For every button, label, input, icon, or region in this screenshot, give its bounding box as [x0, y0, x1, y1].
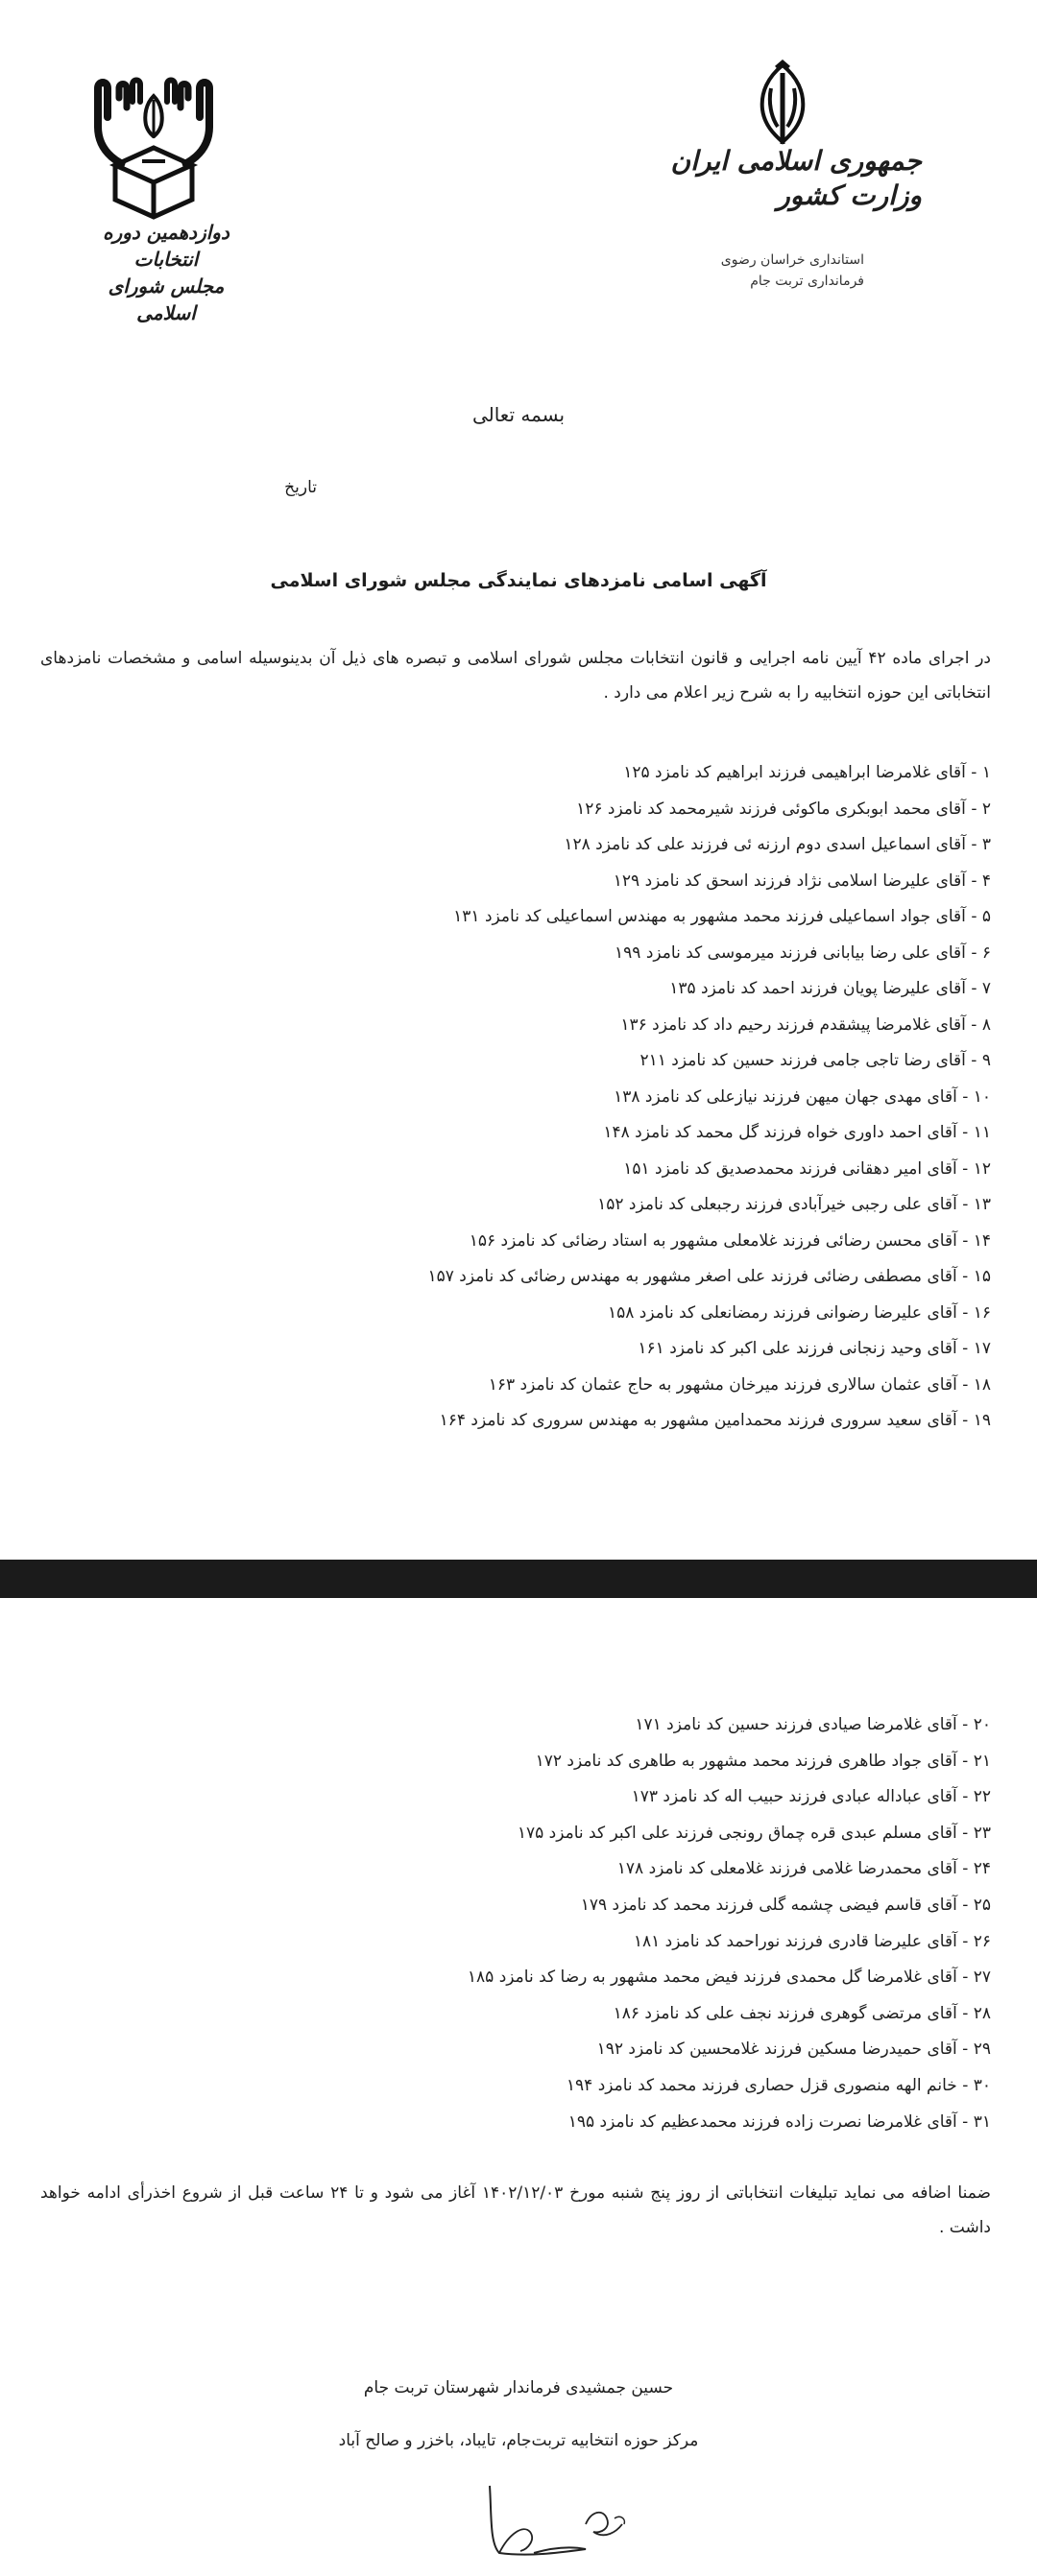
election-caption-line2: مجلس شورای اسلامی — [108, 274, 225, 324]
candidate-entry: ۱۳ - آقای علی رجبی خیرآبادی فرزند رجبعلی کد نامزد ۱۵۲ — [597, 1195, 991, 1214]
candidate-entry: ۹ - آقای رضا تاجی جامی فرزند حسین کد نامزد ۲۱۱ — [639, 1051, 991, 1070]
candidate-entry: ۲۶ - آقای علیرضا قادری فرزند نوراحمد کد نامزد ۱۸۱ — [633, 1931, 991, 1951]
county-office: فرمانداری تربت جام — [750, 274, 864, 289]
candidate-entry: ۲۸ - آقای مرتضی گوهری فرزند نجف علی کد نامزد ۱۸۶ — [613, 2003, 991, 2023]
candidate-list-1 — [127, 755, 991, 1440]
candidate-entry: ۱۸ - آقای عثمان سالاری فرزند میرخان مشهور به حاج عثمان کد نامزد ۱۶۳ — [488, 1374, 991, 1395]
candidate-entry: ۲۱ - آقای جواد طاهری فرزند محمد مشهور به طاهری کد نامزد ۱۷۲ — [535, 1751, 991, 1771]
iran-emblem-icon — [739, 60, 826, 151]
province-office: استانداری خراسان رضوی — [720, 252, 864, 268]
candidate-entry: ۴ - آقای علیرضا اسلامی نژاد فرزند اسحق کد نامزد ۱۲۹ — [613, 871, 991, 891]
candidate-entry: ۲۹ - آقای حمیدرضا مسکین فرزند غلامحسین کد نامزد ۱۹۲ — [596, 2039, 991, 2060]
page-separator — [0, 1560, 1037, 1598]
candidate-entry: ۱۹ - آقای سعید سروری فرزند محمدامین مشهور به مهندس سروری کد نامزد ۱۶۴ — [439, 1411, 991, 1430]
election-logo-icon — [86, 69, 221, 223]
candidate-entry: ۱۰ - آقای مهدی جهان میهن فرزند نیازعلی کد نامزد ۱۳۸ — [614, 1086, 991, 1107]
candidate-entry: ۸ - آقای غلامرضا پیشقدم فرزند رحیم داد کد نامزد ۱۳۶ — [620, 1014, 991, 1035]
gov-title-line1: جمهوری اسلامی ایران — [670, 145, 922, 177]
candidate-list-2 — [127, 1707, 991, 2140]
candidate-entry: ۱۶ - آقای علیرضا رضوانی فرزند رمضانعلی کد نامزد ۱۵۸ — [607, 1302, 991, 1323]
government-title — [671, 144, 922, 213]
candidate-entry: ۲۳ - آقای مسلم عبدی قره چماق رونجی فرزند علی اکبر کد نامزد ۱۷۵ — [517, 1823, 991, 1843]
candidate-entry: ۱ - آقای غلامرضا ابراهیمی فرزند ابراهیم کد نامزد ۱۲۵ — [623, 763, 991, 782]
signatory-name: حسین جمشیدی فرماندار شهرستان تربت جام — [363, 2378, 674, 2397]
bismillah-heading: بسمه تعالی — [471, 403, 566, 426]
candidate-entry: ۱۲ - آقای امیر دهقانی فرزند محمدصدیق کد نامزد ۱۵۱ — [623, 1158, 991, 1179]
election-caption-line1: دوازدهمین دوره انتخابات — [103, 221, 229, 271]
candidate-entry: ۲۲ - آقای عباداله عبادی فرزند حبیب اله کد نامزد ۱۷۳ — [631, 1787, 991, 1807]
date-label: تاریخ — [284, 478, 317, 497]
candidate-entry: ۳ - آقای اسماعیل اسدی دوم ارزنه ئی فرزند علی کد نامزد ۱۲۸ — [564, 835, 991, 854]
candidate-entry: ۳۰ - خانم الهه منصوری قزل حصاری فرزند محمد کد نامزد ۱۹۴ — [566, 2075, 991, 2095]
intro-paragraph: در اجرای ماده ۴۲ آیین نامه اجرایی و قانون انتخابات مجلس شورای اسلامی و تبصره های ذیل آن بدینوسیله اسامی و مشخصات نامزدهای انتخاباتی این حوزه انتخابیه را به شرح زیر اعلام می دارد . — [40, 649, 991, 703]
campaign-note: ضمنا اضافه می نماید تبلیغات انتخاباتی از روز پنج شنبه مورخ ۱۴۰۲/۱۲/۰۳ آغاز می شود و تا ۲۴ ساعت قبل از شروع اخذرأی ادامه خواهد داشت . — [40, 2183, 991, 2237]
candidate-entry: ۱۵ - آقای مصطفی رضائی فرزند علی اصغر مشهور به مهندس رضائی کد نامزد ۱۵۷ — [427, 1267, 991, 1286]
electoral-center: مرکز حوزه انتخابیه تربت‌جام، تایباد، باخزر و صالح آباد — [338, 2431, 699, 2450]
issuing-offices — [721, 250, 864, 292]
candidate-entry: ۲ - آقای محمد ابوبکری ماکوئی فرزند شیرمحمد کد نامزد ۱۲۶ — [576, 799, 991, 819]
candidate-entry: ۳۱ - آقای غلامرضا نصرت زاده فرزند محمدعظیم کد نامزد ۱۹۵ — [567, 2111, 991, 2132]
election-caption — [84, 219, 248, 326]
candidate-entry: ۲۴ - آقای محمدرضا غلامی فرزند غلامعلی کد نامزد ۱۷۸ — [616, 1859, 991, 1879]
candidate-entry: ۲۵ - آقای قاسم فیضی چشمه گلی فرزند محمد کد نامزد ۱۷۹ — [580, 1895, 991, 1915]
candidate-entry: ۷ - آقای علیرضا پویان فرزند احمد کد نامزد ۱۳۵ — [669, 979, 991, 998]
candidate-entry: ۱۱ - آقای احمد داوری خواه فرزند گل محمد کد نامزد ۱۴۸ — [603, 1123, 991, 1142]
candidate-entry: ۲۷ - آقای غلامرضا گل محمدی فرزند فیض محمد مشهور به رضا کد نامزد ۱۸۵ — [467, 1968, 991, 1988]
document-page-2 — [0, 1598, 1037, 2576]
candidate-entry: ۱۷ - آقای وحید زنجانی فرزند علی اکبر کد نامزد ۱۶۱ — [638, 1339, 991, 1358]
candidate-entry: ۲۰ - آقای غلامرضا صیادی فرزند حسین کد نامزد ۱۷۱ — [635, 1715, 991, 1734]
candidate-entry: ۵ - آقای جواد اسماعیلی فرزند محمد مشهور به مهندس اسماعیلی کد نامزد ۱۳۱ — [453, 907, 991, 926]
handwritten-signature — [470, 2457, 663, 2572]
candidate-entry: ۱۴ - آقای محسن رضائی فرزند غلامعلی مشهور به استاد رضائی کد نامزد ۱۵۶ — [469, 1230, 991, 1251]
document-title: آگهی اسامی نامزدهای نمایندگی مجلس شورای اسلامی — [270, 570, 767, 591]
gov-title-line2: وزارت کشور — [777, 179, 922, 211]
candidate-entry: ۶ - آقای علی رضا بیابانی فرزند میرموسی کد نامزد ۱۹۹ — [615, 942, 991, 963]
